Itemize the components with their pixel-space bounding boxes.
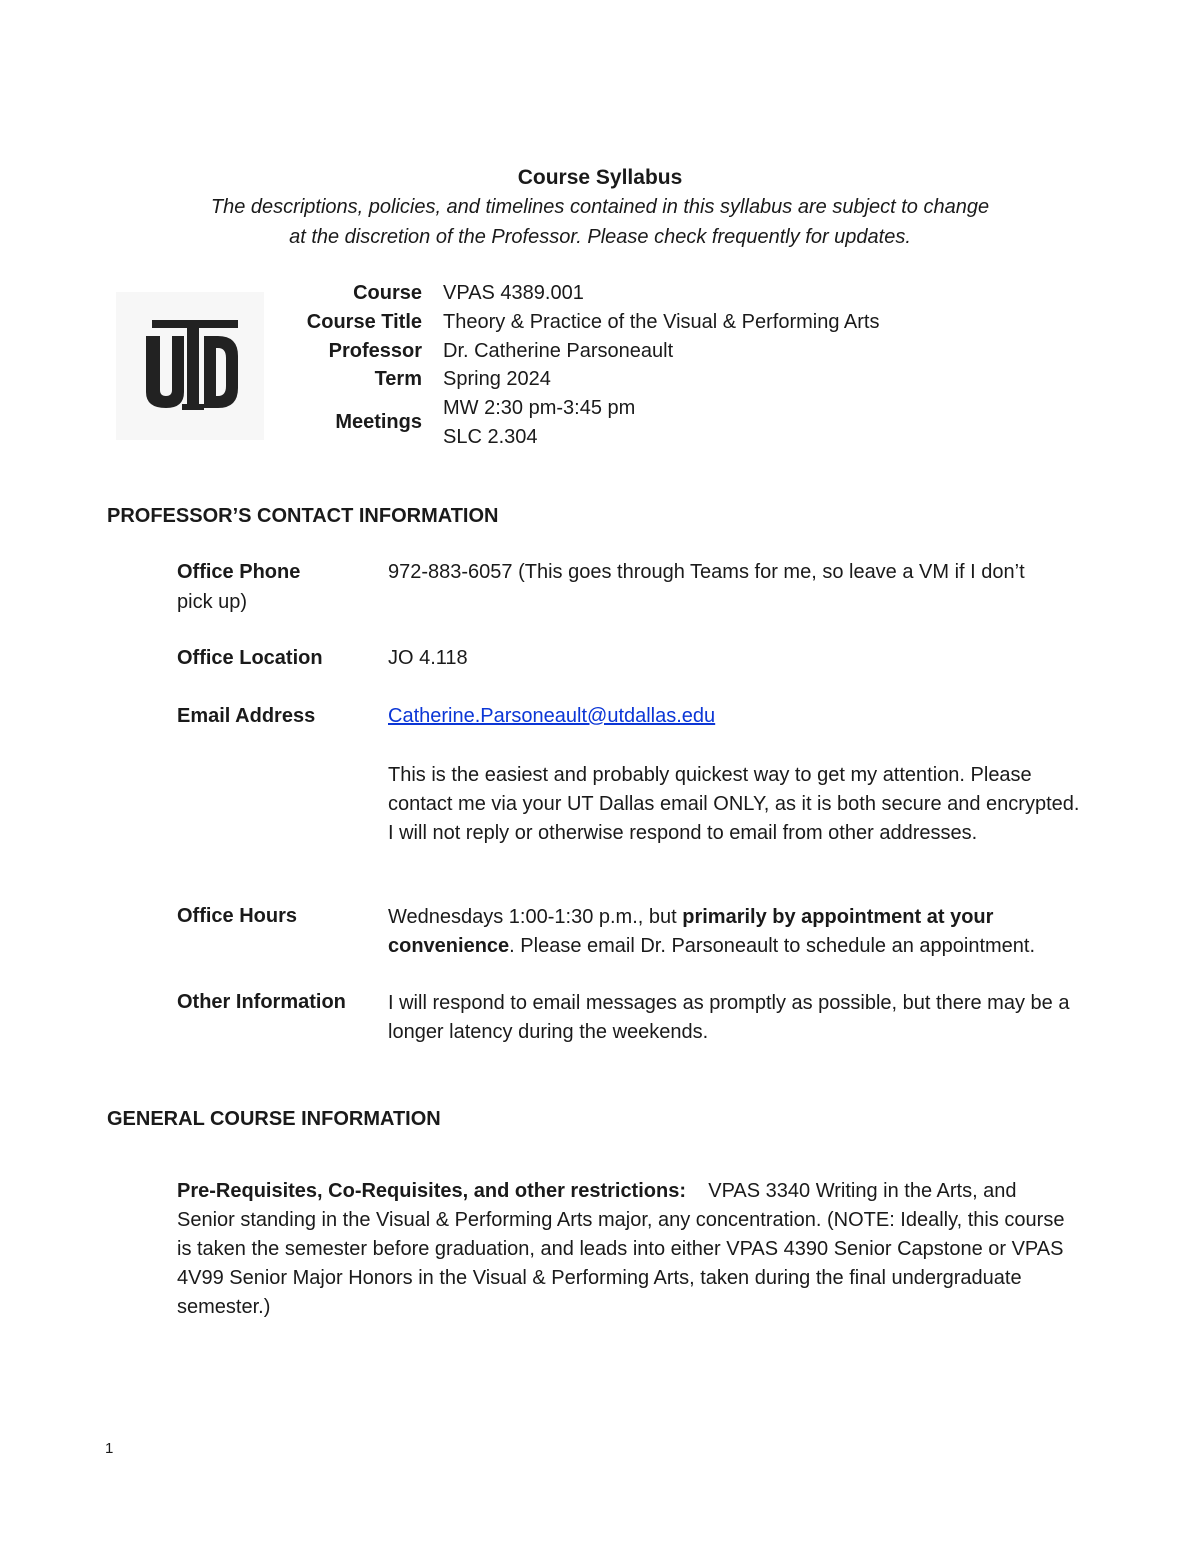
course-label: Course [353,282,422,304]
course-title-label: Course Title [306,311,422,333]
term-label: Term [374,368,422,390]
other-info-value: I will respond to email messages as promptly as possible, but there may be a longer latency during the weekends. [388,992,1070,1043]
prerequisites-text: VPAS 3340 Writing in the Arts, and Senior standing in the Visual & Performing Arts major, any concentration. (NOTE: Ideally, this course is taken the semester before graduation, and leads into either VPAS 4390 Senior Capstone or VPAS 4V99 Senior Major Honors in the Visual & Performing Arts, taken during the final undergraduate semester.) [177,1180,1065,1318]
office-hours-value [388,903,1088,961]
email-label: Email Address [177,705,316,727]
professor-value: Dr. Catherine Parsoneault [443,340,674,362]
contact-heading: PROFESSOR’S CONTACT INFORMATION [107,505,499,527]
utd-logo-icon [116,292,264,440]
office-phone-value: 972-883-6057 (This goes through Teams for me, so leave a VM if I don’t [388,561,1025,583]
office-phone-continued: pick up) [177,591,248,613]
office-hours-label: Office Hours [177,905,298,927]
email-link[interactable]: Catherine.Parsoneault@utdallas.edu [388,705,716,727]
meetings-room: SLC 2.304 [443,426,538,448]
professor-label: Professor [328,340,422,362]
office-hours-text: Wednesdays 1:00-1:30 p.m., but [388,906,683,928]
page-number: 1 [105,1440,114,1457]
course-title-value: Theory & Practice of the Visual & Performing Arts [443,311,880,333]
term-value: Spring 2024 [443,368,551,390]
meetings-label: Meetings [335,411,422,433]
other-info-label: Other Information [177,991,346,1013]
disclaimer-line-2: at the discretion of the Professor. Please check frequently for updates. [289,226,911,248]
email-note: This is the easiest and probably quickest way to get my attention. Please contact me via your UT Dallas email ONLY, as it is both secure and encrypted. I will not reply or otherwise respond to email from other addresses. [388,764,1080,844]
meetings-time: MW 2:30 pm-3:45 pm [443,397,636,419]
disclaimer-line-1: The descriptions, policies, and timelines contained in this syllabus are subject to change [210,196,990,218]
course-value: VPAS 4389.001 [443,282,584,304]
office-location-value: JO 4.118 [388,647,468,669]
office-location-label: Office Location [177,647,323,669]
office-hours-text-end: . Please email Dr. Parsoneault to schedule an appointment. [509,935,1036,957]
general-heading: GENERAL COURSE INFORMATION [107,1108,441,1130]
prerequisites-label: Pre-Requisites, Co-Requisites, and other restrictions: [177,1180,686,1202]
prerequisites-paragraph [177,1177,1077,1322]
office-phone-label: Office Phone [177,561,301,583]
utd-logo [116,292,264,440]
page-title: Course Syllabus [517,166,683,189]
office-hours-emphasis: primarily by appointment at your convenience [388,906,994,957]
